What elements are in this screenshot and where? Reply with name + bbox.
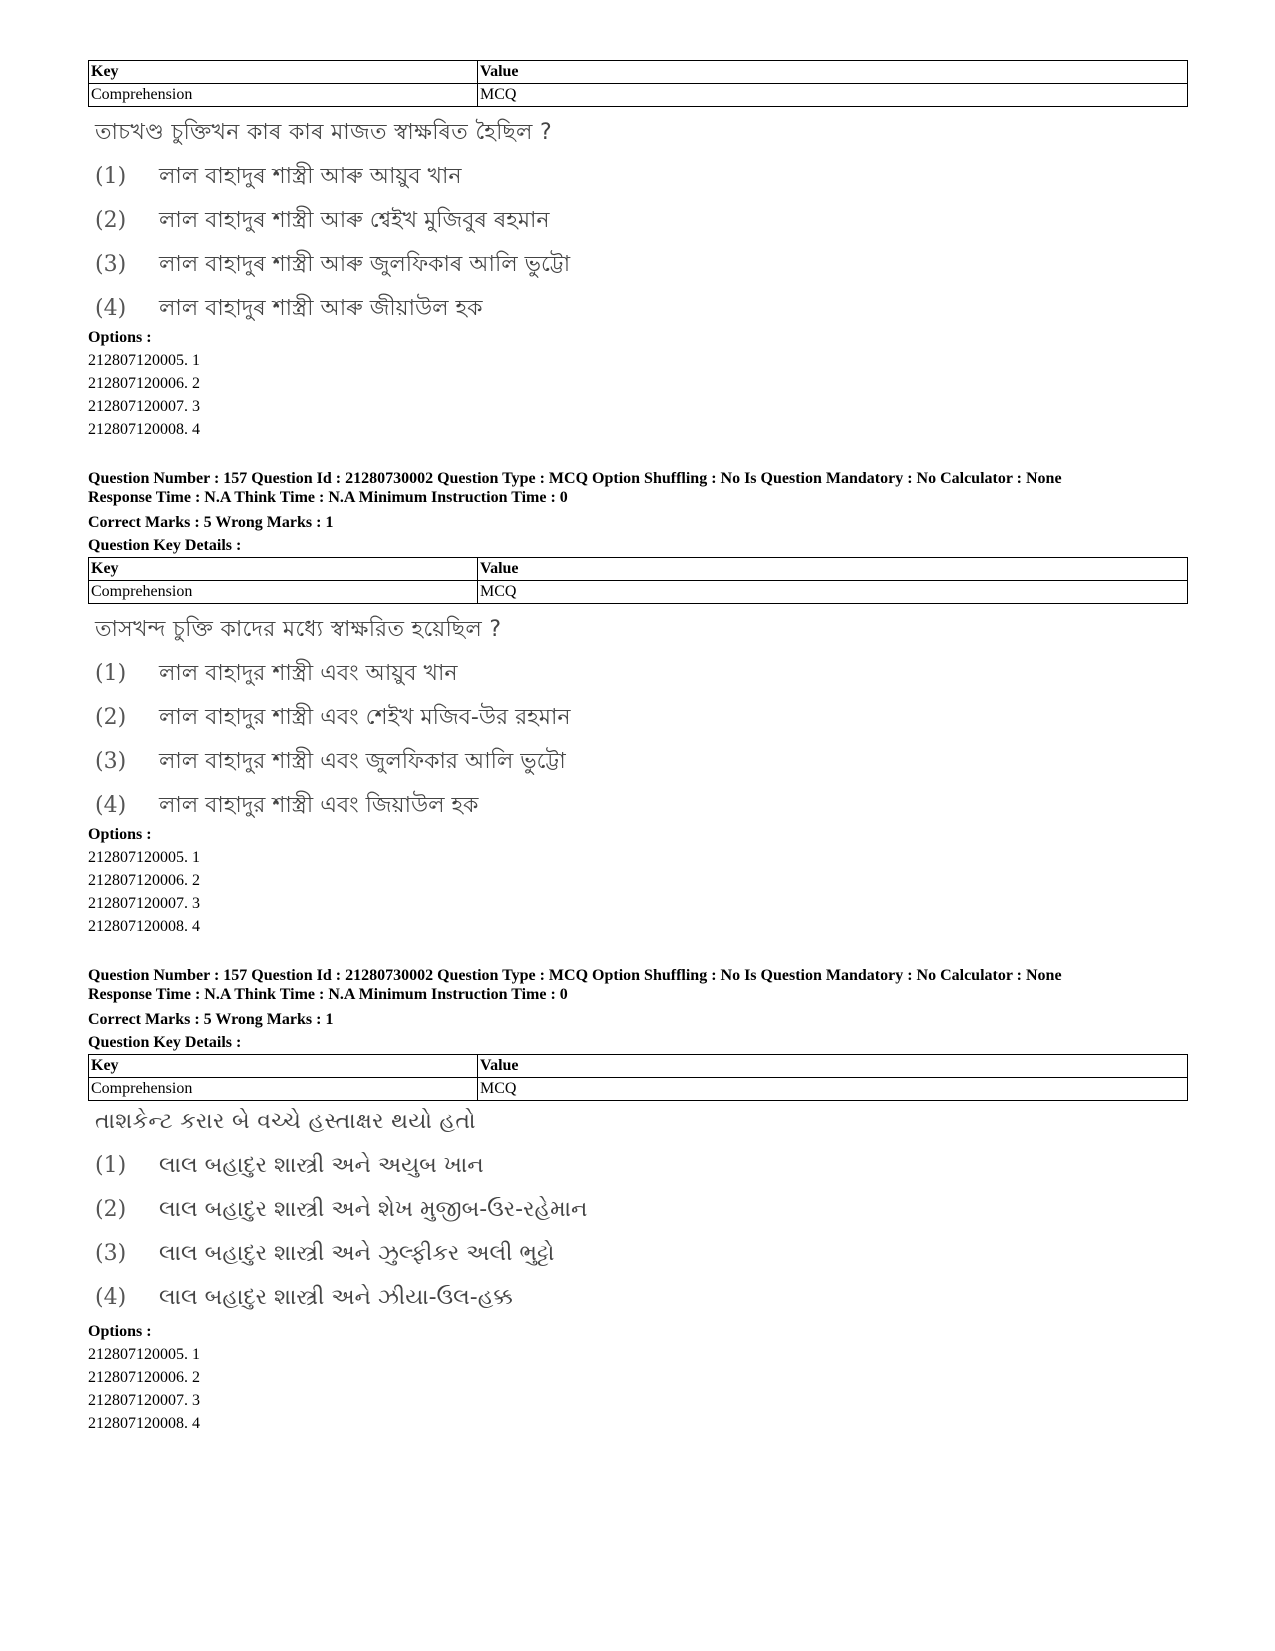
question-image	[91, 610, 711, 822]
option-id: 212807120008. 4	[88, 1415, 200, 1432]
meta-line-1: Question Number : 157 Question Id : 21280730002 Question Type : MCQ Option Shuffling : No Is Question Mandatory : No Calculator : None	[88, 967, 1062, 984]
option-id: 212807120007. 3	[88, 895, 200, 912]
question-meta	[88, 966, 1188, 1004]
option-text: লাল বাহাদুর শাস্ত্রী এবং জুলফিকার আলি ভুট্টো	[159, 749, 566, 774]
meta-line-2: Response Time : N.A Think Time : N.A Minimum Instruction Time : 0	[88, 986, 568, 1003]
option-id: 212807120005. 1	[88, 352, 200, 369]
table-header-value: Value	[478, 61, 1188, 84]
table-cell-key: Comprehension	[89, 84, 478, 107]
question-option	[95, 1285, 513, 1310]
meta-line-2: Response Time : N.A Think Time : N.A Minimum Instruction Time : 0	[88, 489, 568, 506]
question-option	[95, 1197, 587, 1222]
table-header-key: Key	[89, 1055, 478, 1078]
question-option	[95, 247, 570, 284]
option-text: লাল বাহাদুর শাস্ত্রী এবং আয়ুব খান	[159, 661, 458, 686]
option-id: 212807120005. 1	[88, 849, 200, 866]
question-option	[95, 700, 570, 737]
option-id: 212807120007. 3	[88, 398, 200, 415]
key-value-table	[88, 557, 1188, 604]
table-header-value: Value	[478, 1055, 1188, 1078]
table-cell-value: MCQ	[478, 581, 1188, 604]
option-id: 212807120008. 4	[88, 918, 200, 935]
option-id: 212807120006. 2	[88, 872, 200, 889]
option-number: (3)	[95, 1241, 127, 1266]
option-number: (4)	[95, 793, 127, 818]
option-text: লাল বাহাদুৰ শাস্ত্ৰী আৰু জুলফিকাৰ আলি ভুট্টো	[159, 252, 571, 277]
option-number: (1)	[95, 1153, 127, 1178]
question-option	[95, 1241, 554, 1266]
option-number: (2)	[95, 208, 127, 233]
question-option	[95, 291, 482, 328]
option-id: 212807120008. 4	[88, 421, 200, 438]
table-cell-value: MCQ	[478, 1078, 1188, 1101]
table-cell-value: MCQ	[478, 84, 1188, 107]
question-stem: তাচখণ্ড চুক্তিখন কাৰ কাৰ মাজত স্বাক্ষৰিত হৈছিল ?	[95, 120, 552, 145]
table-header-key: Key	[89, 558, 478, 581]
question-meta	[88, 469, 1188, 507]
question-option	[95, 744, 566, 781]
question-stem: તાશકેન્ટ કરાર બે વચ્ચે હસ્તાક્ષર થયો હતો	[95, 1109, 476, 1134]
option-id: 212807120005. 1	[88, 1346, 200, 1363]
marks-line: Correct Marks : 5 Wrong Marks : 1	[88, 514, 334, 531]
table-header-key: Key	[89, 61, 478, 84]
option-id: 212807120007. 3	[88, 1392, 200, 1409]
option-number: (2)	[95, 705, 127, 730]
table-cell-key: Comprehension	[89, 581, 478, 604]
document-page	[88, 60, 1188, 1435]
question-image	[91, 1107, 711, 1319]
option-text: લાલ બહાદુર શાસ્ત્રી અને શેખ મુજીબ-ઉર-રહેમાન	[159, 1197, 588, 1222]
question-stem: তাসখন্দ চুক্তি কাদের মধ্যে স্বাক্ষরিত হয়েছিল ?	[95, 617, 502, 642]
table-cell-key: Comprehension	[89, 1078, 478, 1101]
question-option	[95, 656, 457, 693]
option-text: লাল বাহাদুৰ শাস্ত্ৰী আৰু জীয়াউল হক	[159, 296, 483, 321]
option-number: (1)	[95, 164, 127, 189]
option-text: লাল বাহাদুৰ শাস্ত্ৰী আৰু আয়ুব খান	[159, 164, 462, 189]
option-number: (4)	[95, 296, 127, 321]
options-title: Options :	[88, 1323, 152, 1340]
question-option	[95, 1153, 484, 1178]
question-option	[95, 203, 550, 240]
option-number: (4)	[95, 1285, 127, 1310]
marks-line: Correct Marks : 5 Wrong Marks : 1	[88, 1011, 334, 1028]
option-id: 212807120006. 2	[88, 1369, 200, 1386]
option-text: લાલ બહાદુર શાસ્ત્રી અને અયુબ ખાન	[159, 1153, 484, 1178]
question-block-3	[88, 966, 1188, 1435]
question-option	[95, 159, 462, 196]
key-value-table	[88, 1054, 1188, 1101]
options-title: Options :	[88, 329, 152, 346]
key-details-title: Question Key Details :	[88, 537, 242, 554]
table-header-value: Value	[478, 558, 1188, 581]
option-text: લાલ બહાદુર શાસ્ત્રી અને ઝુલ્ફીકર અલી ભુટ્ટો	[159, 1241, 555, 1266]
option-number: (3)	[95, 749, 127, 774]
key-details-title: Question Key Details :	[88, 1034, 242, 1051]
meta-line-1: Question Number : 157 Question Id : 21280730002 Question Type : MCQ Option Shuffling : No Is Question Mandatory : No Calculator : None	[88, 470, 1062, 487]
option-id: 212807120006. 2	[88, 375, 200, 392]
question-block-2	[88, 469, 1188, 938]
options-title: Options :	[88, 826, 152, 843]
question-option	[95, 788, 478, 825]
option-text: লাল বাহাদুর শাস্ত্রী এবং শেইখ মজিব-উর রহমান	[159, 705, 571, 730]
question-image	[91, 113, 711, 325]
option-text: লাল বাহাদুৰ শাস্ত্ৰী আৰু শ্বেইখ মুজিবুৰ ৰহমান	[159, 208, 550, 233]
question-block-1	[88, 60, 1188, 441]
key-value-table	[88, 60, 1188, 107]
option-number: (3)	[95, 252, 127, 277]
option-text: লাল বাহাদুর শাস্ত্রী এবং জিয়াউল হক	[159, 793, 479, 818]
option-number: (2)	[95, 1197, 127, 1222]
option-number: (1)	[95, 661, 127, 686]
option-text: લાલ બહાદુર શાસ્ત્રી અને ઝીયા-ઉલ-હક્ક	[159, 1285, 513, 1310]
